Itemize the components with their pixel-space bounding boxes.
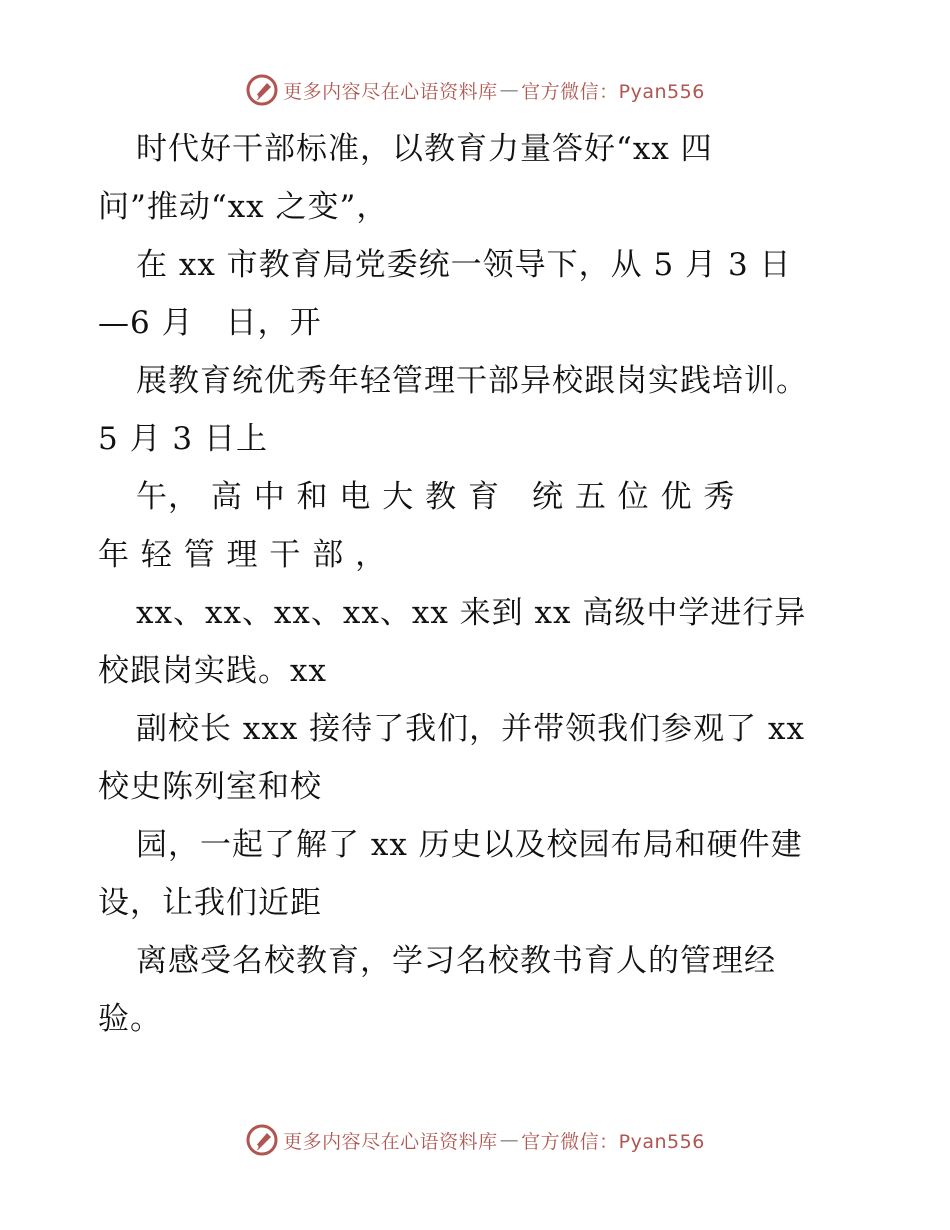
paragraph-line: 校史陈列室和校 (98, 769, 322, 805)
paragraph-line: 在 xx 市教育局党委统一领导下，从 5 月 3 日 (136, 247, 792, 283)
paragraph-line: 5 月 3 日上 (98, 421, 269, 457)
paragraph-line: —6 月 日，开 (98, 305, 322, 341)
paragraph-line: 问”推动“xx 之变”， (98, 189, 389, 225)
banner-wechat: 官方微信：Pyan556 (521, 80, 705, 103)
paragraph-line: 午， 高 中 和 电 大 教 育 统 五 位 优 秀 (136, 479, 736, 515)
paragraph-line: 园，一起了解了 xx 历史以及校园布局和硬件建 (136, 827, 803, 863)
paragraph-line: 校跟岗实践。xx (98, 653, 327, 689)
banner-text: 更多内容尽在心语资料库 (283, 1130, 498, 1153)
header-banner (0, 70, 950, 110)
banner-wechat: 官方微信：Pyan556 (521, 1130, 705, 1153)
paragraph-line: 设，让我们近距 (98, 885, 322, 921)
banner-text: 更多内容尽在心语资料库 (283, 80, 498, 103)
document-body (98, 120, 858, 1048)
banner-separator: — (499, 1129, 520, 1151)
paragraph-line: xx、xx、xx、xx、xx 来到 xx 高级中学进行异 (136, 595, 807, 631)
paragraph-line: 展教育统优秀年轻管理干部异校跟岗实践培训。 (136, 363, 808, 399)
footer-banner (0, 1120, 950, 1160)
banner-separator: — (499, 79, 520, 101)
paragraph-line: 副校长 xxx 接待了我们，并带领我们参观了 xx (136, 711, 805, 747)
paragraph-line: 时代好干部标准，以教育力量答好“xx 四 (136, 131, 713, 167)
paragraph-line: 年 轻 管 理 干 部 ， (98, 537, 388, 573)
pen-logo-icon (245, 1123, 279, 1157)
paragraph-line: 离感受名校教育，学习名校教书育人的管理经 (136, 943, 776, 979)
paragraph-line: 验。 (98, 1001, 162, 1037)
pen-logo-icon (245, 73, 279, 107)
